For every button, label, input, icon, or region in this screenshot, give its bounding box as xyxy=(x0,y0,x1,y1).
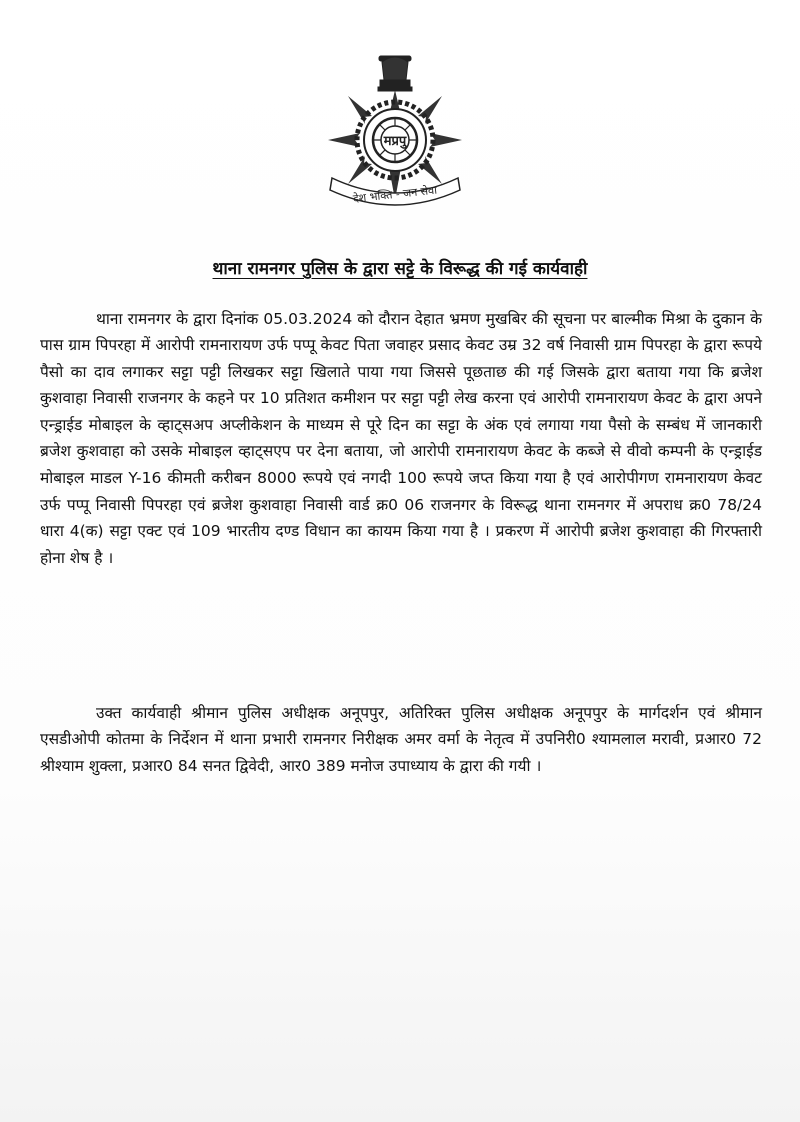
emblem-motto: देश भक्ति - जन सेवा xyxy=(352,183,438,206)
paragraph-1: थाना रामनगर के द्वारा दिनांक 05.03.2024 को दौरान देहात भ्रमण मुखबिर की सूचना पर बाल्मीक मिश्रा के दुकान के पास ग्राम पिपरहा में आरोपी रामनारायण उर्फ पप्पू केवट पिता जवाहर प्रसाद केवट उम्र 32 वर्ष निवासी ग्राम पिपरहा के द्वारा रूपये पैसो का दाव लगाकर सट्टा पट्टी लिखकर सट्टा खिलाते पाया गया जिससे पूछताछ की गई जिसके द्वारा बताया गया कि ब्रजेश कुशवाहा निवासी राजनगर के कहने पर 10 प्रतिशत कमीशन पर सट्टा पट्टी लेख करना एवं आरोपी रामनारायण केवट के द्वारा अपने एन्ड्राईड मोबाइल के व्हाट्सअप अप्लीकेशन के माध्यम से पूरे दिन का सट्टा के अंक एवं लगाया गया पैसो के सम्बंध में जानकारी ब्रजेश कुशवाहा को उसके मोबाइल व्हाट्सएप पर देना बताया, जो आरोपी रामनारायण केवट के कब्जे से वीवो कम्पनी के एन्ड्राईड मोबाइल माडल Y-16 कीमती करीबन 8000 रूपये एवं नगदी 100 रूपये जप्त किया गया है एवं आरोपीगण रामनारायण केवट उर्फ पप्पू निवासी पिपरहा एवं ब्रजेश कुशवाहा निवासी वार्ड क्र0 06 राजनगर के विरूद्ध थाना रामनगर में अपराध क्र0 78/24 धारा 4(क) सट्टा एक्ट एवं 109 भारतीय दण्ड विधान का कायम किया गया है । प्रकरण में आरोपी ब्रजेश कुशवाहा की गिरफ्तारी होना शेष है । xyxy=(40,309,763,567)
paragraph-2: उक्त कार्यवाही श्रीमान पुलिस अधीक्षक अनूपपुर, अतिरिक्त पुलिस अधीक्षक अनूपपुर के मार्गदर्शन एवं श्रीमान एसडीओपी कोतमा के निर्देशन में थाना प्रभारी रामनगर निरीक्षक अमर वर्मा के नेतृत्व में उपनिरी0 श्यामलाल मरावी, प्रआर0 72 श्रीश्याम शुक्ला, प्रआर0 84 सनत द्विवेदी, आर0 389 मनोज उपाध्याय के द्वारा की गयी । xyxy=(40,703,762,775)
page-title: थाना रामनगर पुलिस के द्वारा सट्टे के विरूद्ध की गई कार्यवाही xyxy=(212,259,588,279)
svg-text:मप्रपु: मप्रपु xyxy=(383,134,407,149)
